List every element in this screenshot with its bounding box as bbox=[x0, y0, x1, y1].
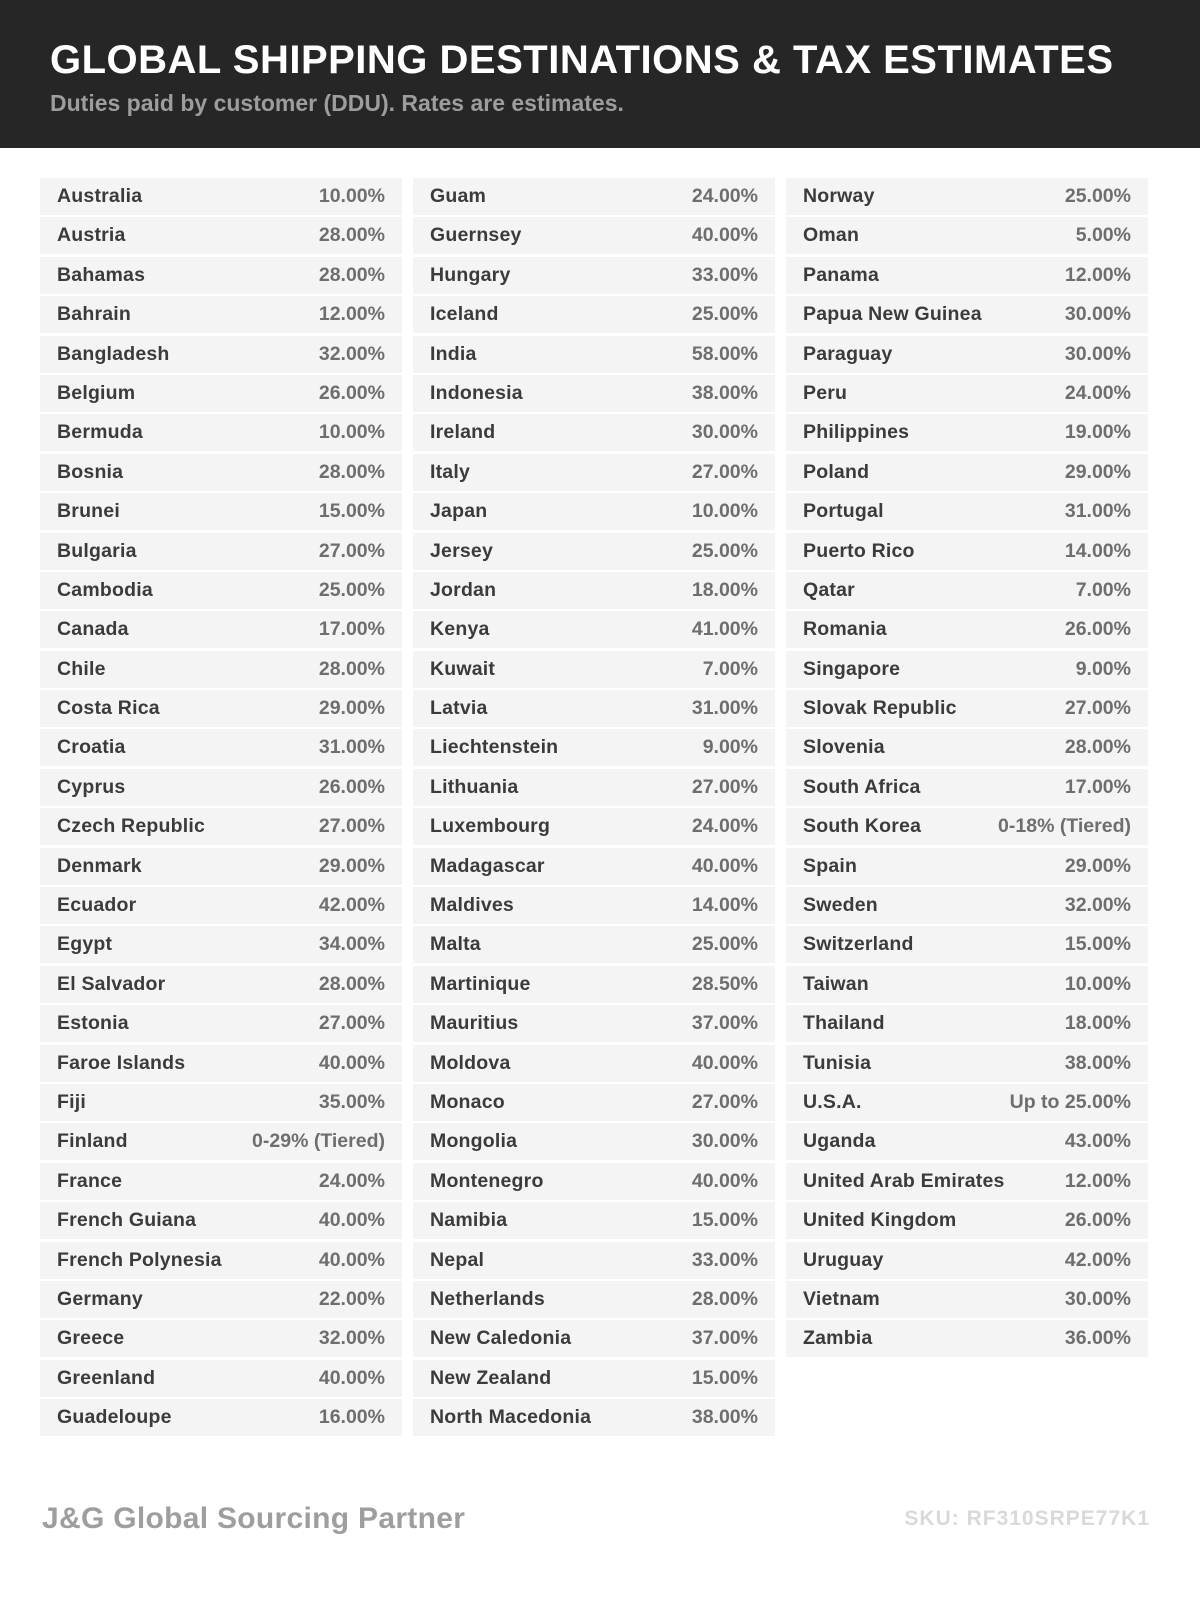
country-name: Zambia bbox=[803, 1327, 873, 1350]
table-row bbox=[40, 493, 402, 530]
table-row bbox=[40, 611, 402, 648]
tax-rate: 28.00% bbox=[318, 972, 385, 995]
tax-rate: 17.00% bbox=[1064, 775, 1131, 798]
country-name: Jersey bbox=[430, 539, 494, 562]
country-name: Guernsey bbox=[430, 224, 522, 247]
country-name: Iceland bbox=[430, 303, 499, 326]
tax-rate: 37.00% bbox=[691, 1327, 758, 1350]
tax-rate: 15.00% bbox=[318, 500, 385, 523]
tax-rate: 24.00% bbox=[1064, 381, 1131, 404]
tax-rate: 26.00% bbox=[318, 775, 385, 798]
country-name: Madagascar bbox=[430, 854, 545, 877]
country-name: Montenegro bbox=[430, 1169, 544, 1192]
table-row bbox=[786, 887, 1148, 924]
table-row bbox=[413, 1320, 775, 1357]
country-name: Latvia bbox=[430, 697, 488, 720]
country-name: Greenland bbox=[57, 1366, 156, 1389]
tax-rate: 35.00% bbox=[318, 1090, 385, 1113]
table-row bbox=[786, 1123, 1148, 1160]
country-name: Qatar bbox=[803, 578, 855, 601]
table-row bbox=[40, 690, 402, 727]
tax-rate: 25.00% bbox=[691, 303, 758, 326]
tax-rate: 38.00% bbox=[1064, 1051, 1131, 1074]
country-name: Costa Rica bbox=[57, 697, 160, 720]
table-row bbox=[40, 336, 402, 373]
table-row bbox=[40, 926, 402, 963]
tax-rate: 40.00% bbox=[691, 1051, 758, 1074]
rates-column-1 bbox=[40, 178, 402, 1436]
tax-rate: 12.00% bbox=[1064, 263, 1131, 286]
table-row bbox=[40, 375, 402, 412]
tax-rate: 27.00% bbox=[318, 539, 385, 562]
rates-table bbox=[0, 178, 1200, 1436]
brand-name: J&G Global Sourcing Partner bbox=[42, 1502, 466, 1535]
country-name: Germany bbox=[57, 1287, 143, 1310]
tax-rate: 5.00% bbox=[1075, 224, 1131, 247]
country-name: Thailand bbox=[803, 1012, 885, 1035]
tax-rate: 26.00% bbox=[1064, 1209, 1131, 1232]
country-name: Egypt bbox=[57, 933, 113, 956]
table-row bbox=[413, 217, 775, 254]
tax-rate: 25.00% bbox=[691, 933, 758, 956]
tax-rate: 31.00% bbox=[318, 736, 385, 759]
country-name: Croatia bbox=[57, 736, 126, 759]
table-row bbox=[40, 572, 402, 609]
table-row bbox=[413, 1242, 775, 1279]
table-row bbox=[413, 926, 775, 963]
country-name: Norway bbox=[803, 185, 875, 207]
tax-rate: 12.00% bbox=[1064, 1169, 1131, 1192]
sku-label: SKU: RF310SRPE77K1 bbox=[904, 1507, 1150, 1530]
table-row bbox=[786, 533, 1148, 570]
table-row bbox=[786, 178, 1148, 215]
tax-rate: 27.00% bbox=[1064, 697, 1131, 720]
table-row bbox=[786, 375, 1148, 412]
tax-rate: 31.00% bbox=[691, 697, 758, 720]
country-name: Greece bbox=[57, 1327, 125, 1350]
tax-rate: 37.00% bbox=[691, 1012, 758, 1035]
tax-rate: 40.00% bbox=[691, 224, 758, 247]
table-row bbox=[786, 690, 1148, 727]
table-row bbox=[413, 690, 775, 727]
country-name: France bbox=[57, 1169, 123, 1192]
country-name: Netherlands bbox=[430, 1287, 545, 1310]
table-row bbox=[413, 848, 775, 885]
country-name: South Korea bbox=[803, 815, 922, 838]
tax-rate: 28.00% bbox=[1064, 736, 1131, 759]
tax-rate: 27.00% bbox=[318, 815, 385, 838]
country-name: Belgium bbox=[57, 381, 136, 404]
country-name: Slovak Republic bbox=[803, 697, 957, 720]
tax-rate: 12.00% bbox=[318, 303, 385, 326]
country-name: Switzerland bbox=[803, 933, 914, 956]
country-name: Australia bbox=[57, 185, 143, 207]
country-name: Austria bbox=[57, 224, 126, 247]
table-row bbox=[786, 1084, 1148, 1121]
country-name: Jordan bbox=[430, 578, 497, 601]
table-row bbox=[413, 1163, 775, 1200]
country-name: Cambodia bbox=[57, 578, 153, 601]
table-row bbox=[413, 336, 775, 373]
table-row bbox=[40, 966, 402, 1003]
tax-rate: 28.00% bbox=[318, 224, 385, 247]
tax-rate: 36.00% bbox=[1064, 1327, 1131, 1350]
table-row bbox=[786, 729, 1148, 766]
country-name: Chile bbox=[57, 657, 106, 680]
tax-rate: 30.00% bbox=[1064, 1287, 1131, 1310]
table-row bbox=[786, 336, 1148, 373]
table-row bbox=[40, 533, 402, 570]
country-name: Malta bbox=[430, 933, 481, 956]
country-name: Sweden bbox=[803, 894, 878, 917]
tax-rate: 29.00% bbox=[1064, 460, 1131, 483]
country-name: Brunei bbox=[57, 500, 120, 523]
table-row bbox=[40, 1399, 402, 1436]
page-header bbox=[0, 0, 1200, 148]
tax-rate: 24.00% bbox=[318, 1169, 385, 1192]
table-row bbox=[786, 611, 1148, 648]
country-name: Spain bbox=[803, 854, 858, 877]
tax-rate: 40.00% bbox=[318, 1209, 385, 1232]
tax-rate: 18.00% bbox=[1064, 1012, 1131, 1035]
country-name: U.S.A. bbox=[803, 1090, 862, 1113]
tax-rate: 38.00% bbox=[691, 381, 758, 404]
table-row bbox=[413, 651, 775, 688]
tax-rate: 15.00% bbox=[691, 1209, 758, 1232]
tax-rate: 33.00% bbox=[691, 263, 758, 286]
country-name: Czech Republic bbox=[57, 815, 205, 838]
country-name: Slovenia bbox=[803, 736, 885, 759]
table-row bbox=[786, 217, 1148, 254]
table-row bbox=[40, 1320, 402, 1357]
table-row bbox=[40, 454, 402, 491]
country-name: El Salvador bbox=[57, 972, 166, 995]
tax-rate: 28.00% bbox=[318, 263, 385, 286]
tax-rate: 10.00% bbox=[1064, 972, 1131, 995]
country-name: Kuwait bbox=[430, 657, 496, 680]
table-row bbox=[413, 296, 775, 333]
country-name: New Caledonia bbox=[430, 1327, 572, 1350]
tax-rate: 38.00% bbox=[691, 1406, 758, 1429]
country-name: Finland bbox=[57, 1130, 128, 1153]
tax-rate: 30.00% bbox=[691, 421, 758, 444]
country-name: Papua New Guinea bbox=[803, 303, 982, 326]
table-row bbox=[40, 178, 402, 215]
table-row bbox=[786, 769, 1148, 806]
country-name: Bermuda bbox=[57, 421, 143, 444]
tax-rate: 14.00% bbox=[1064, 539, 1131, 562]
tax-rate: 43.00% bbox=[1064, 1130, 1131, 1153]
table-row bbox=[786, 848, 1148, 885]
table-row bbox=[40, 1084, 402, 1121]
table-row bbox=[40, 296, 402, 333]
country-name: Bosnia bbox=[57, 460, 124, 483]
table-row bbox=[413, 493, 775, 530]
tax-rate: 9.00% bbox=[1075, 657, 1131, 680]
table-row bbox=[413, 572, 775, 609]
country-name: New Zealand bbox=[430, 1366, 552, 1389]
country-name: Denmark bbox=[57, 854, 142, 877]
tax-rate: 42.00% bbox=[1064, 1248, 1131, 1271]
tax-rate: 32.00% bbox=[1064, 894, 1131, 917]
country-name: Vietnam bbox=[803, 1287, 880, 1310]
country-name: Tunisia bbox=[803, 1051, 872, 1074]
tax-rate: 40.00% bbox=[318, 1248, 385, 1271]
tax-rate: 0-29% (Tiered) bbox=[252, 1130, 385, 1153]
tax-rate: 29.00% bbox=[1064, 854, 1131, 877]
tax-rate: 32.00% bbox=[318, 342, 385, 365]
country-name: Romania bbox=[803, 618, 887, 641]
tax-rate: 34.00% bbox=[318, 933, 385, 956]
country-name: Namibia bbox=[430, 1209, 508, 1232]
country-name: Kenya bbox=[430, 618, 490, 641]
country-name: Puerto Rico bbox=[803, 539, 915, 562]
country-name: India bbox=[430, 342, 477, 365]
country-name: Taiwan bbox=[803, 972, 869, 995]
table-row bbox=[40, 257, 402, 294]
table-row bbox=[40, 1163, 402, 1200]
table-row bbox=[786, 808, 1148, 845]
tax-rate: 7.00% bbox=[1075, 578, 1131, 601]
table-row bbox=[786, 1005, 1148, 1042]
tax-rate: 16.00% bbox=[318, 1406, 385, 1429]
tax-rate: 40.00% bbox=[318, 1366, 385, 1389]
tax-rate: 18.00% bbox=[691, 578, 758, 601]
table-row bbox=[786, 572, 1148, 609]
country-name: French Guiana bbox=[57, 1209, 197, 1232]
table-row bbox=[786, 454, 1148, 491]
country-name: Uruguay bbox=[803, 1248, 884, 1271]
table-row bbox=[413, 1281, 775, 1318]
table-row bbox=[40, 1045, 402, 1082]
tax-rate: 14.00% bbox=[691, 894, 758, 917]
tax-rate: 10.00% bbox=[318, 185, 385, 207]
tax-rate: 10.00% bbox=[318, 421, 385, 444]
country-name: Poland bbox=[803, 460, 870, 483]
country-name: Lithuania bbox=[430, 775, 519, 798]
table-row bbox=[413, 769, 775, 806]
tax-rate: 28.00% bbox=[318, 657, 385, 680]
table-row bbox=[413, 375, 775, 412]
country-name: Bulgaria bbox=[57, 539, 137, 562]
table-row bbox=[413, 1202, 775, 1239]
rates-column-2 bbox=[413, 178, 775, 1436]
table-row bbox=[413, 414, 775, 451]
tax-rate: 27.00% bbox=[318, 1012, 385, 1035]
table-row bbox=[786, 1320, 1148, 1357]
table-row bbox=[786, 1202, 1148, 1239]
tax-rate: 32.00% bbox=[318, 1327, 385, 1350]
country-name: Cyprus bbox=[57, 775, 126, 798]
table-row bbox=[413, 1123, 775, 1160]
table-row bbox=[413, 178, 775, 215]
tax-rate: 28.00% bbox=[318, 460, 385, 483]
table-row bbox=[40, 1281, 402, 1318]
country-name: Indonesia bbox=[430, 381, 523, 404]
tax-rate: Up to 25.00% bbox=[1009, 1090, 1131, 1113]
tax-rate: 7.00% bbox=[702, 657, 758, 680]
table-row bbox=[40, 1242, 402, 1279]
tax-rate: 27.00% bbox=[691, 775, 758, 798]
tax-rate: 9.00% bbox=[702, 736, 758, 759]
country-name: Hungary bbox=[430, 263, 511, 286]
page-subtitle: Duties paid by customer (DDU). Rates are estimates. bbox=[50, 89, 624, 116]
tax-rate: 27.00% bbox=[691, 1090, 758, 1113]
tax-rate: 10.00% bbox=[691, 500, 758, 523]
country-name: Bahamas bbox=[57, 263, 146, 286]
tax-rate: 19.00% bbox=[1064, 421, 1131, 444]
tax-rate: 26.00% bbox=[318, 381, 385, 404]
table-row bbox=[786, 414, 1148, 451]
tax-rate: 28.50% bbox=[691, 972, 758, 995]
table-row bbox=[413, 966, 775, 1003]
country-name: Panama bbox=[803, 263, 879, 286]
tax-rate: 22.00% bbox=[318, 1287, 385, 1310]
country-name: North Macedonia bbox=[430, 1406, 592, 1429]
tax-rate: 25.00% bbox=[691, 539, 758, 562]
tax-rate: 41.00% bbox=[691, 618, 758, 641]
tax-rate: 25.00% bbox=[1064, 185, 1131, 207]
country-name: Japan bbox=[430, 500, 488, 523]
country-name: Philippines bbox=[803, 421, 910, 444]
country-name: Singapore bbox=[803, 657, 901, 680]
table-row bbox=[40, 1202, 402, 1239]
country-name: Canada bbox=[57, 618, 129, 641]
tax-rate: 30.00% bbox=[691, 1130, 758, 1153]
country-name: Uganda bbox=[803, 1130, 876, 1153]
page-title: GLOBAL SHIPPING DESTINATIONS & TAX ESTIMATES bbox=[50, 37, 1114, 82]
tax-rate: 31.00% bbox=[1064, 500, 1131, 523]
country-name: United Kingdom bbox=[803, 1209, 957, 1232]
tax-rate: 30.00% bbox=[1064, 342, 1131, 365]
table-row bbox=[413, 1084, 775, 1121]
country-name: Guadeloupe bbox=[57, 1406, 172, 1429]
table-row bbox=[786, 493, 1148, 530]
country-name: Peru bbox=[803, 381, 848, 404]
country-name: Estonia bbox=[57, 1012, 129, 1035]
table-row bbox=[40, 651, 402, 688]
table-row bbox=[40, 1005, 402, 1042]
table-row bbox=[786, 1281, 1148, 1318]
tax-rate: 25.00% bbox=[318, 578, 385, 601]
table-row bbox=[413, 1045, 775, 1082]
country-name: Ecuador bbox=[57, 894, 137, 917]
tax-rate: 0-18% (Tiered) bbox=[998, 815, 1131, 838]
tax-rate: 40.00% bbox=[691, 854, 758, 877]
tax-rate: 40.00% bbox=[318, 1051, 385, 1074]
tax-rate: 15.00% bbox=[1064, 933, 1131, 956]
table-row bbox=[413, 611, 775, 648]
table-row bbox=[786, 966, 1148, 1003]
table-row bbox=[413, 808, 775, 845]
table-row bbox=[40, 769, 402, 806]
country-name: Portugal bbox=[803, 500, 884, 523]
country-name: Paraguay bbox=[803, 342, 893, 365]
tax-rate: 33.00% bbox=[691, 1248, 758, 1271]
table-row bbox=[40, 729, 402, 766]
table-row bbox=[40, 887, 402, 924]
table-row bbox=[786, 926, 1148, 963]
country-name: Faroe Islands bbox=[57, 1051, 186, 1074]
rates-column-3 bbox=[786, 178, 1148, 1357]
country-name: French Polynesia bbox=[57, 1248, 222, 1271]
table-row bbox=[786, 1163, 1148, 1200]
table-row bbox=[40, 808, 402, 845]
table-row bbox=[413, 1005, 775, 1042]
country-name: Oman bbox=[803, 224, 860, 247]
tax-rate: 42.00% bbox=[318, 894, 385, 917]
table-row bbox=[413, 257, 775, 294]
country-name: Mauritius bbox=[430, 1012, 519, 1035]
tax-rate: 28.00% bbox=[691, 1287, 758, 1310]
country-name: Liechtenstein bbox=[430, 736, 559, 759]
country-name: Martinique bbox=[430, 972, 531, 995]
tax-rate: 30.00% bbox=[1064, 303, 1131, 326]
country-name: Maldives bbox=[430, 894, 514, 917]
tax-rate: 24.00% bbox=[691, 815, 758, 838]
table-row bbox=[413, 533, 775, 570]
table-row bbox=[40, 848, 402, 885]
table-row bbox=[413, 1399, 775, 1436]
tax-rate: 26.00% bbox=[1064, 618, 1131, 641]
country-name: Moldova bbox=[430, 1051, 511, 1074]
table-row bbox=[40, 1360, 402, 1397]
table-row bbox=[413, 454, 775, 491]
country-name: Guam bbox=[430, 185, 487, 207]
table-row bbox=[786, 296, 1148, 333]
tax-rate: 15.00% bbox=[691, 1366, 758, 1389]
table-row bbox=[786, 257, 1148, 294]
country-name: Monaco bbox=[430, 1090, 505, 1113]
table-row bbox=[413, 1360, 775, 1397]
tax-rate: 40.00% bbox=[691, 1169, 758, 1192]
table-row bbox=[413, 887, 775, 924]
page-footer bbox=[0, 1502, 1200, 1536]
country-name: Italy bbox=[430, 460, 471, 483]
tax-rate: 27.00% bbox=[691, 460, 758, 483]
tax-rate: 29.00% bbox=[318, 854, 385, 877]
country-name: Mongolia bbox=[430, 1130, 518, 1153]
table-row bbox=[40, 217, 402, 254]
table-row bbox=[413, 729, 775, 766]
tax-rate: 17.00% bbox=[318, 618, 385, 641]
tax-rate: 58.00% bbox=[691, 342, 758, 365]
table-row bbox=[786, 651, 1148, 688]
country-name: Bangladesh bbox=[57, 342, 170, 365]
country-name: Bahrain bbox=[57, 303, 132, 326]
tax-rate: 29.00% bbox=[318, 697, 385, 720]
country-name: Fiji bbox=[57, 1090, 86, 1113]
table-row bbox=[40, 1123, 402, 1160]
country-name: United Arab Emirates bbox=[803, 1169, 1005, 1192]
table-row bbox=[40, 414, 402, 451]
table-row bbox=[786, 1045, 1148, 1082]
table-row bbox=[786, 1242, 1148, 1279]
country-name: Nepal bbox=[430, 1248, 485, 1271]
country-name: Luxembourg bbox=[430, 815, 551, 838]
tax-rate: 24.00% bbox=[691, 185, 758, 207]
country-name: South Africa bbox=[803, 775, 921, 798]
country-name: Ireland bbox=[430, 421, 496, 444]
